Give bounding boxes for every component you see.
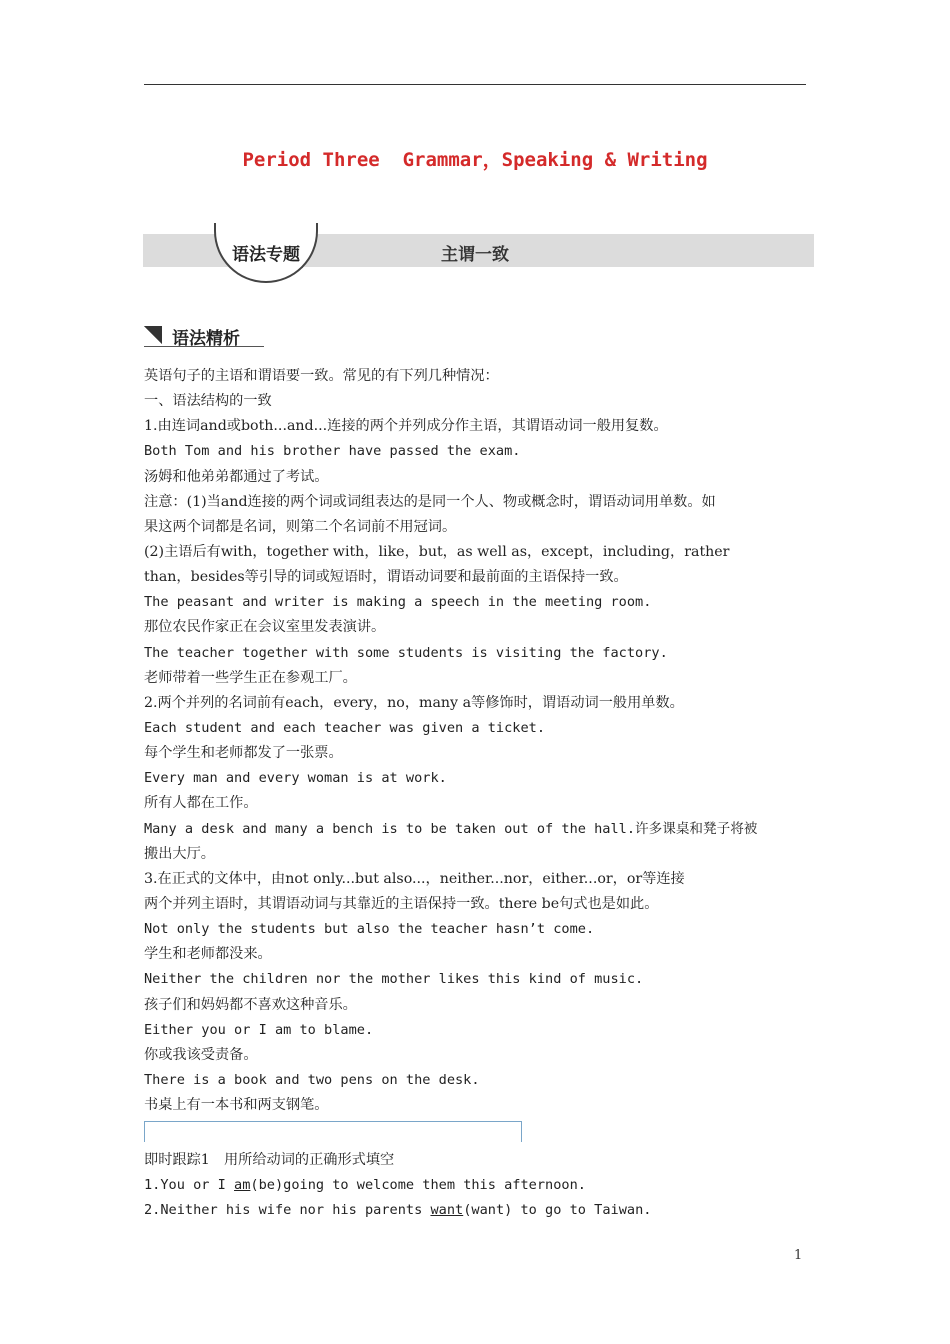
section-underline <box>144 346 264 347</box>
example-sentence: Each student and each teacher was given a ticket. <box>144 719 546 736</box>
example-sentence: The peasant and writer is making a speech in the meeting room. <box>144 594 652 611</box>
section-heading-label: 语法精析 <box>172 329 240 349</box>
example-sentence: Many a desk and many a bench is to be taken out of the hall.许多课桌和凳子将被 <box>144 820 758 837</box>
text-line: 那位农民作家正在会议室里发表演讲。 <box>144 619 386 636</box>
corner-triangle-icon <box>144 326 162 344</box>
practice-item-text: (want) to go to Taiwan. <box>463 1202 652 1219</box>
page-title: Period Three Grammar，Speaking & Writing <box>242 149 708 171</box>
practice-heading: 即时跟踪1 用所给动词的正确形式填空 <box>144 1152 395 1168</box>
text-line: 果这两个词都是名词，则第二个名词前不用冠词。 <box>144 518 457 535</box>
text-line: 搬出大厅。 <box>144 845 215 862</box>
example-sentence: Both Tom and his brother have passed the exam. <box>144 443 521 460</box>
text-line: 书桌上有一本书和两支钢笔。 <box>144 1097 329 1114</box>
example-sentence: The teacher together with some students is visiting the factory. <box>144 644 668 661</box>
banner-badge-label: 语法专题 <box>232 245 300 265</box>
practice-item <box>144 1198 808 1223</box>
practice-item-text: 1.You or I <box>144 1177 235 1194</box>
text-line: (2)主语后有with，together with，like，but，as well as，except，including，rather <box>144 543 730 560</box>
text-line: 孩子们和妈妈都不喜欢这种音乐。 <box>144 996 357 1013</box>
text-line: 两个并列主语时，其谓语动词与其靠近的主语保持一致。there be句式也是如此。 <box>144 895 659 912</box>
text-line: 所有人都在工作。 <box>144 795 258 812</box>
text-line: 学生和老师都没来。 <box>144 946 272 963</box>
practice-item-text: 2.Neither his wife nor his parents <box>144 1202 431 1219</box>
text-line: 老师带着一些学生正在参观工厂。 <box>144 669 357 686</box>
text-line: 每个学生和老师都发了一张票。 <box>144 745 343 762</box>
top-rule <box>144 84 806 85</box>
exercise-box-frame <box>144 1121 522 1142</box>
text-line: 注意：(1)当and连接的两个词或词组表达的是同一个人、物或概念时，谓语动词用单数。如 <box>144 493 716 510</box>
example-sentence: Every man and every woman is at work. <box>144 770 447 787</box>
text-line: 你或我该受责备。 <box>144 1046 258 1063</box>
practice-answer: want <box>430 1202 464 1219</box>
text-line: 一、语法结构的一致 <box>144 393 272 410</box>
text-line: 2.两个并列的名词前有each，every，no，many a等修饰时，谓语动词一般用单数。 <box>144 694 684 711</box>
example-sentence: Not only the students but also the teacher hasn’t come. <box>144 921 595 938</box>
banner-topic: 主谓一致 <box>441 245 509 265</box>
example-sentence: There is a book and two pens on the desk. <box>144 1071 480 1088</box>
text-line: than，besides等引导的词或短语时，谓语动词要和最前面的主语保持一致。 <box>144 569 628 586</box>
page-number: 1 <box>794 1248 803 1263</box>
practice-section <box>144 1148 808 1223</box>
example-sentence: Either you or I am to blame. <box>144 1021 374 1038</box>
body-text <box>144 364 808 1118</box>
practice-answer: am <box>234 1177 251 1194</box>
practice-item <box>144 1173 808 1198</box>
practice-item-text: (be)going to welcome them this afternoon. <box>250 1177 586 1194</box>
text-line: 汤姆和他弟弟都通过了考试。 <box>144 468 329 485</box>
example-sentence: Neither the children nor the mother likes this kind of music. <box>144 971 644 988</box>
text-line: 1.由连词and或both...and...连接的两个并列成分作主语，其谓语动词一般用复数。 <box>144 418 668 435</box>
text-line: 英语句子的主语和谓语要一致。常见的有下列几种情况： <box>144 368 499 384</box>
text-line: 3.在正式的文体中，由not only...but also...，neither...nor，either...or，or等连接 <box>144 870 685 887</box>
